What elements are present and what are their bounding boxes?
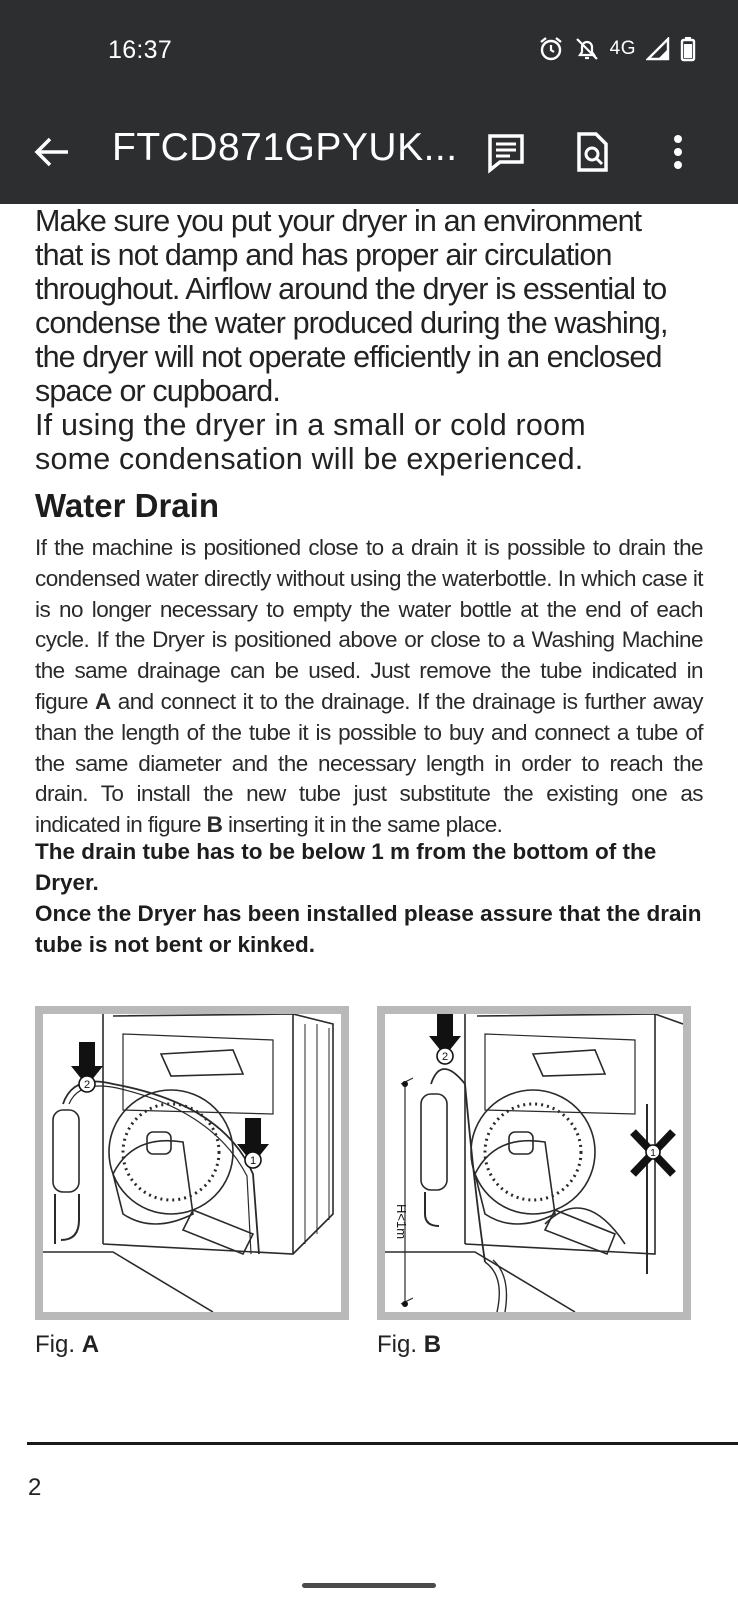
find-in-page-icon[interactable] [570, 130, 614, 174]
document-title: FTCD871GPYUK... [112, 126, 458, 169]
figure-b-illustration [385, 1014, 683, 1312]
signal-icon [646, 37, 670, 61]
comment-icon[interactable] [484, 130, 528, 174]
intro-line: space or cupboard. [35, 374, 280, 408]
app-bar [0, 100, 738, 204]
alarm-icon [538, 36, 564, 62]
body-text: inserting it in the same place. [222, 812, 503, 838]
intro-line: If using the dryer in a small or cold room [35, 408, 586, 442]
network-type: 4G [609, 38, 636, 59]
intro-line: that is not damp and has proper air circulation [35, 238, 612, 272]
body-text: If the machine is positioned close to a drain it is possible to drain the condensed water directly without using the waterbottle. In which case it is no longer necessary to empty the water bottle at the end of each cycle. If the Dryer is positioned above or close to a Washing Machine the same drainage can be used. Just remove the tube indicated in figure [35, 535, 703, 714]
height-label: H<1m [394, 1204, 409, 1240]
drain-height-note: The drain tube has to be below 1 m from the bottom of the Dryer. [35, 839, 657, 895]
drain-kink-note: Once the Dryer has been installed please assure that the drain tube is not bent or kinked. [35, 901, 702, 957]
page-divider [27, 1442, 738, 1445]
intro-line: throughout. Airflow around the dryer is essential to [35, 272, 667, 306]
figure-ref-b: B [206, 812, 223, 838]
figure-a-caption [35, 1331, 99, 1359]
condensation-paragraph [35, 408, 725, 476]
back-arrow-icon[interactable] [30, 130, 74, 174]
notifications-off-icon [574, 36, 600, 62]
gesture-home-bar[interactable] [302, 1583, 436, 1588]
battery-icon [680, 36, 696, 62]
page-number: 2 [28, 1474, 42, 1501]
document-page[interactable] [0, 204, 738, 1600]
figure-b-caption [377, 1331, 441, 1359]
more-vert-icon[interactable] [656, 130, 700, 174]
callout-1: 1 [650, 1148, 656, 1159]
status-icons [538, 36, 696, 62]
body-text: and connect it to the drainage. If the drainage is further away than the length of the tube it is possible to buy and connect a tube of the same diameter and the necessary length in order to reach the drain. To install the new tube just substitute the existing one as indicated in figure [35, 688, 704, 838]
figure-a-illustration [43, 1014, 341, 1312]
figure-caption-letter: A [81, 1331, 100, 1358]
section-heading: Water Drain [35, 487, 219, 524]
intro-line: Make sure you put your dryer in an environment [35, 204, 642, 238]
intro-line: the dryer will not operate efficiently in an enclosed [35, 340, 662, 374]
figure-caption-letter: B [423, 1331, 442, 1358]
water-drain-paragraph [35, 533, 703, 841]
figure-caption-prefix: Fig. [377, 1331, 424, 1358]
callout-1: 1 [249, 1155, 257, 1167]
status-bar [0, 0, 738, 100]
intro-paragraph [35, 204, 725, 408]
callout-2: 2 [83, 1079, 91, 1091]
figure-caption-prefix: Fig. [35, 1331, 82, 1358]
intro-line: condense the water produced during the washing, [35, 306, 668, 340]
status-time: 16:37 [108, 36, 173, 64]
figure-a [35, 1006, 349, 1320]
figure-b [377, 1006, 691, 1320]
figure-ref-a: A [95, 688, 111, 714]
callout-2: 2 [441, 1051, 449, 1063]
intro-line: some condensation will be experienced. [35, 442, 584, 476]
